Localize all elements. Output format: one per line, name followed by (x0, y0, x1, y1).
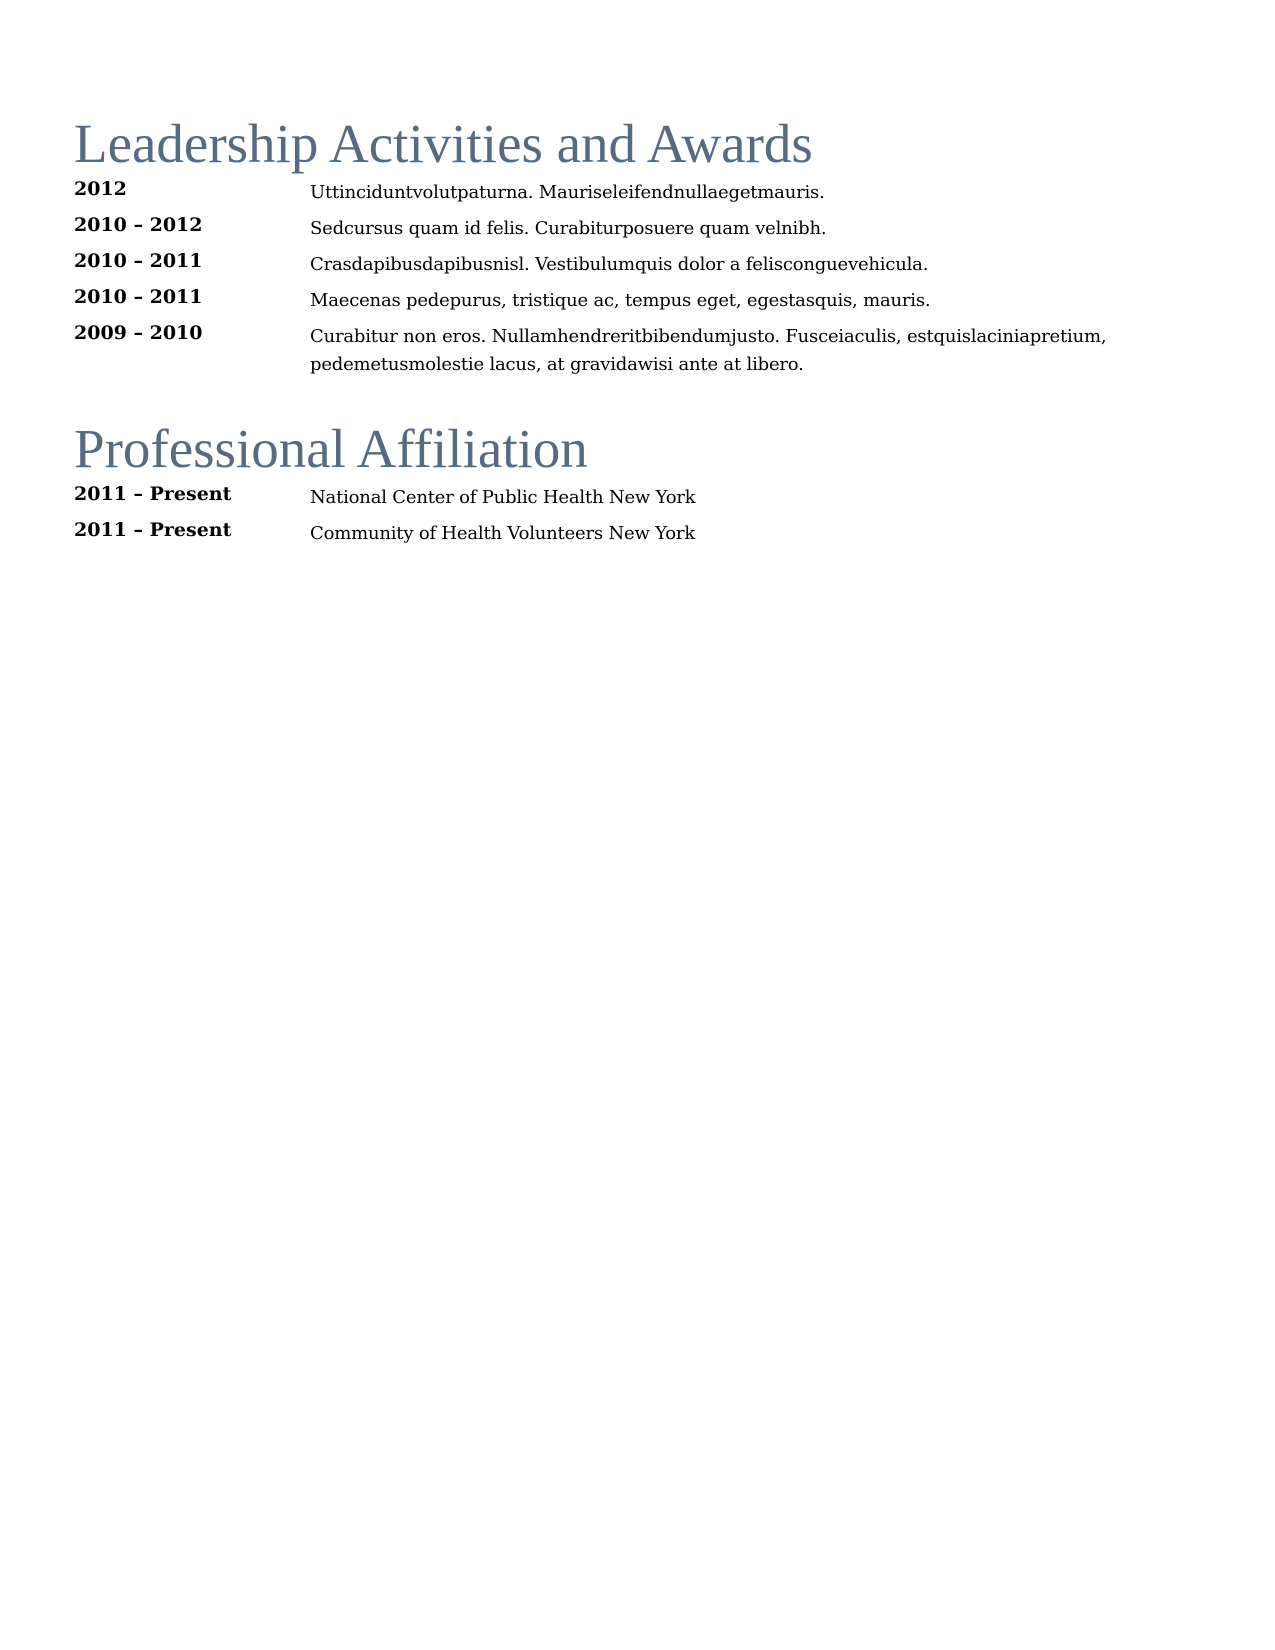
section-title-leadership: Leadership Activities and Awards (74, 113, 813, 174)
entry-date: 2011 – Present (74, 483, 232, 505)
affiliation-entry (74, 484, 1201, 512)
leadership-entry (74, 251, 1201, 279)
entry-description: Crasdapibusdapibusnisl. Vestibulumquis dolor a felisconguevehicula. (310, 254, 929, 275)
entry-description: Maecenas pedepurus, tristique ac, tempus eget, egestasquis, mauris. (310, 290, 931, 311)
leadership-entry (74, 323, 1201, 379)
entry-description: Curabitur non eros. Nullamhendreritbibendumjusto. Fusceiaculis, estquislaciniapretium, pedemetusmolestie lacus, at gravidawisi ante at libero. (310, 326, 1107, 375)
entry-description: Sedcursus quam id felis. Curabiturposuere quam velnibh. (310, 218, 827, 239)
affiliation-entry (74, 520, 1201, 548)
leadership-entries (74, 179, 1201, 379)
leadership-entry (74, 287, 1201, 315)
entry-description: Uttinciduntvolutpaturna. Mauriseleifendnullaegetmauris. (310, 182, 825, 203)
entry-date: 2010 – 2011 (74, 250, 203, 272)
section-title-affiliation: Professional Affiliation (74, 418, 588, 479)
entry-description: Community of Health Volunteers New York (310, 523, 696, 544)
entry-date: 2012 (74, 178, 127, 200)
entry-description: National Center of Public Health New York (310, 487, 696, 508)
leadership-entry (74, 179, 1201, 207)
entry-date: 2011 – Present (74, 519, 232, 541)
entry-date: 2010 – 2011 (74, 286, 203, 308)
entry-date: 2009 – 2010 (74, 322, 203, 344)
affiliation-entries (74, 484, 1201, 548)
leadership-entry (74, 215, 1201, 243)
entry-date: 2010 – 2012 (74, 214, 203, 236)
